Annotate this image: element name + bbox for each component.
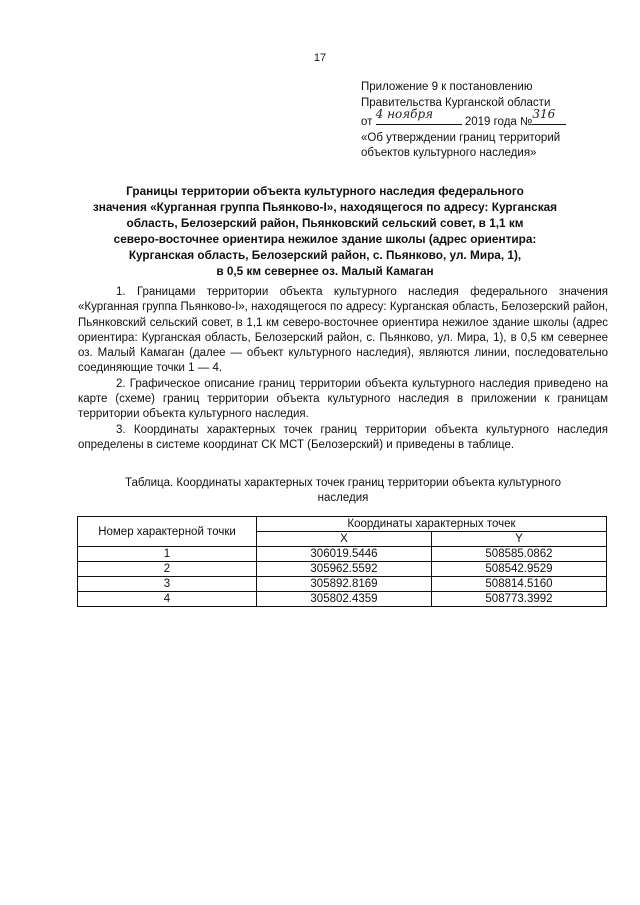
appendix-block: [361, 80, 611, 162]
paragraph-1: 1. Границами территории объекта культурного наследия федерального значения «Курганная группа Пьянково-I», находящегося по адресу: Курганская область, Белозерский район, Пьянковский сельский совет, в 1,1 км северо-восточнее ориентира нежилое здание школы (адрес ориентира: Курганская область, Белозерский район, с. Пьянково, ул. Мира, 1), в 0,5 км севернее оз. Малый Камаган (далее — объект культурного наследия), являются линии, последовательно соединяющие точки 1 — 4.: [78, 286, 608, 375]
handwritten-number: 316: [532, 107, 556, 121]
title-line-1: Границы территории объекта культурного наследия федерального: [126, 184, 524, 198]
cell-point: 1: [78, 547, 257, 562]
table-row: [78, 577, 607, 592]
header-y: Y: [431, 532, 606, 547]
appendix-from-label: от: [361, 116, 373, 128]
number-underline: [532, 107, 566, 125]
appendix-line-1: Приложение 9 к постановлению: [361, 81, 533, 93]
cell-point: 4: [78, 592, 257, 607]
appendix-year-text: 2019 года №: [464, 116, 533, 128]
table-caption-line-2: наследия: [317, 492, 369, 504]
cell-point: 2: [78, 562, 257, 577]
paragraph-3: 3. Координаты характерных точек границ территории объекта культурного наследия определены в системе координат СК МСТ (Белозерский) и приведены в таблице.: [78, 423, 608, 451]
table-row: [78, 547, 607, 562]
title-line-4: северо-восточнее ориентира нежилое здание школы (адрес ориентира:: [113, 232, 537, 246]
date-underline: [375, 107, 462, 125]
title-line-6: в 0,5 км севернее оз. Малый Камаган: [216, 264, 434, 278]
paragraph-2: 2. Графическое описание границ территории объекта культурного наследия приведено на карте (схеме) границ территории объекта культурного наследия в приложении к границам территории объекта культурного наследия.: [78, 377, 608, 421]
handwritten-date: 4 ноября: [375, 107, 434, 121]
cell-y: 508542.9529: [431, 562, 606, 577]
header-coordinates: Координаты характерных точек: [257, 517, 607, 532]
appendix-line-5: объектов культурного наследия»: [361, 147, 537, 159]
cell-x: 305892.8169: [257, 577, 432, 592]
title-line-2: значения «Курганная группа Пьянково-I», находящегося по адресу: Курганская: [92, 200, 558, 214]
cell-y: 508585.0862: [431, 547, 606, 562]
table-caption: [78, 476, 608, 506]
coordinates-table: [77, 516, 607, 607]
table-row: [78, 592, 607, 607]
cell-x: 305962.5592: [257, 562, 432, 577]
header-point-number: Номер характерной точки: [78, 517, 257, 547]
cell-point: 3: [78, 577, 257, 592]
document-title: [60, 183, 590, 279]
cell-y: 508773.3992: [431, 592, 606, 607]
title-line-5: Курганская область, Белозерский район, с. Пьянково, ул. Мира, 1),: [128, 248, 522, 262]
table-caption-line-1: Таблица. Координаты характерных точек границ территории объекта культурного: [124, 477, 562, 489]
cell-y: 508814.5160: [431, 577, 606, 592]
table-row: [78, 562, 607, 577]
appendix-line-3: [361, 107, 611, 131]
page-number: 17: [313, 52, 327, 64]
document-body: [78, 285, 608, 453]
appendix-line-2: Правительства Курганской области: [361, 96, 551, 109]
table-header-row: [78, 517, 607, 532]
cell-x: 306019.5446: [257, 547, 432, 562]
appendix-line-4: «Об утверждении границ территорий: [361, 131, 561, 144]
title-line-3: область, Белозерский район, Пьянковский сельский совет, в 1,1 км: [126, 216, 524, 230]
header-x: X: [257, 532, 432, 547]
cell-x: 305802.4359: [257, 592, 432, 607]
